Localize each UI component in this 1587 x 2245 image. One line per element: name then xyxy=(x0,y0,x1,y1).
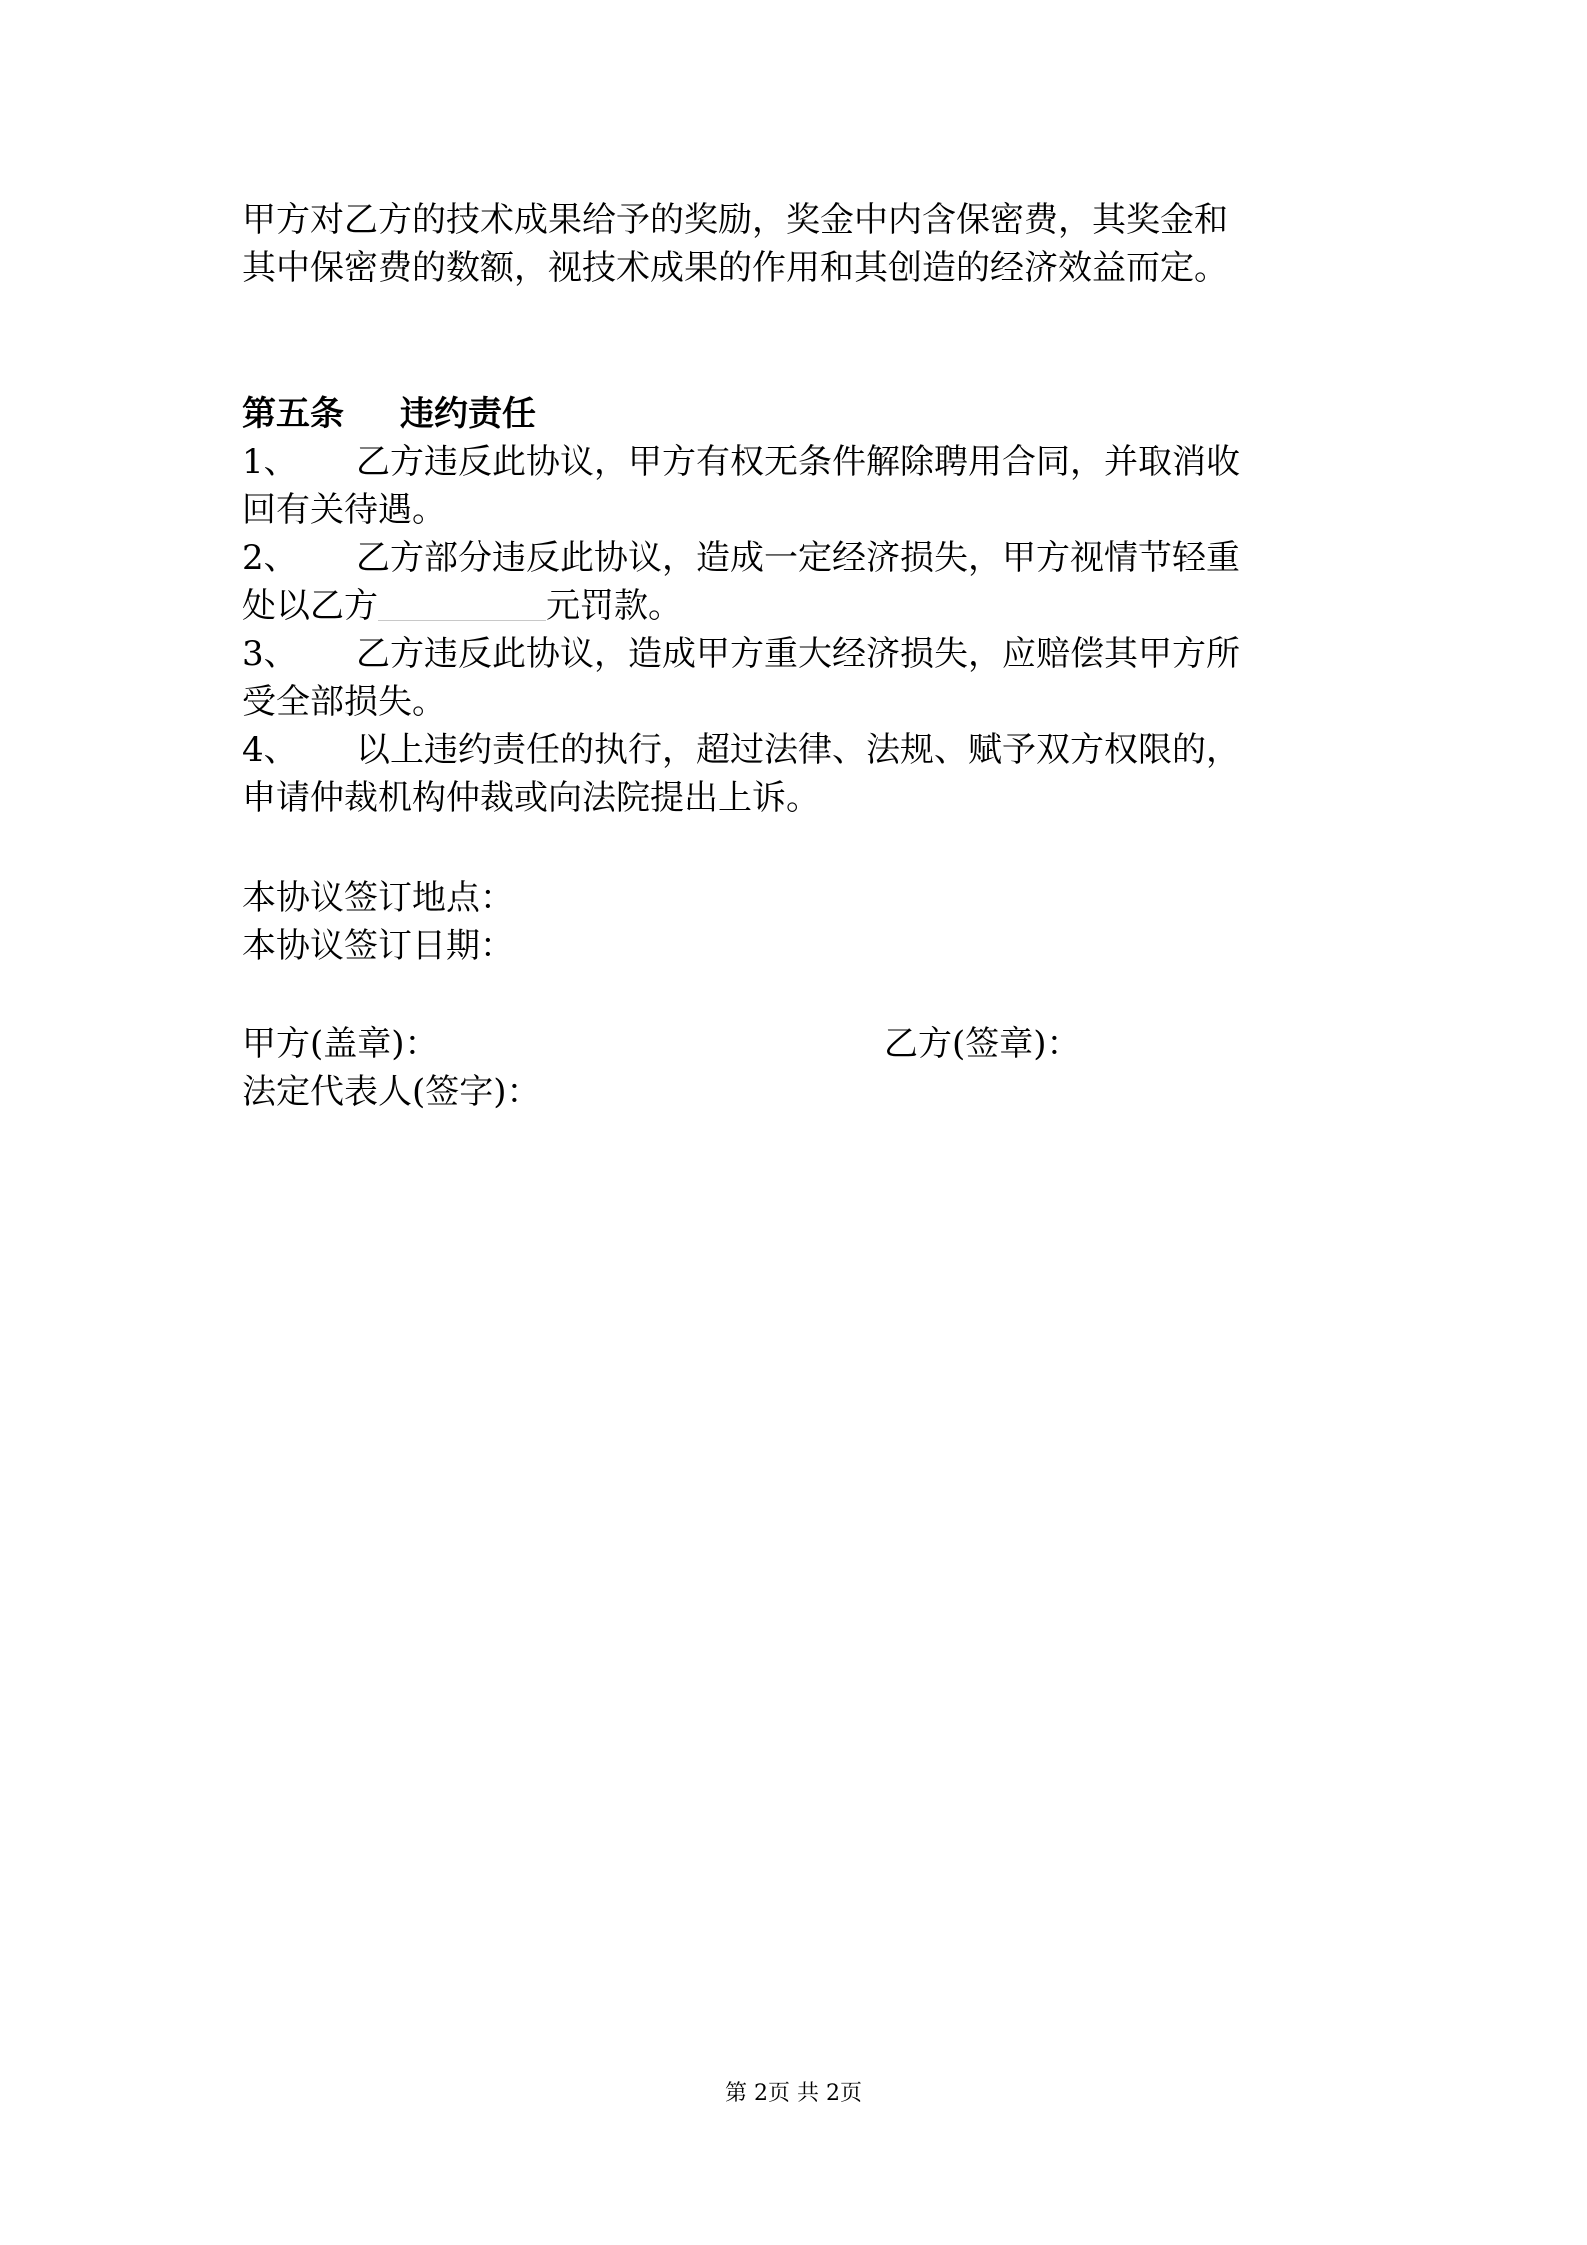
signature-section xyxy=(242,1020,1342,1116)
party-b-signature-label: 乙方(签章)： xyxy=(884,1024,1081,1064)
signing-place-label: 本协议签订地点： xyxy=(242,878,514,918)
clause-text: 元罚款。 xyxy=(546,586,682,626)
party-a-seal-label: 甲方(盖章)： xyxy=(242,1024,439,1064)
clause-text: 受全部损失。 xyxy=(242,682,446,722)
signing-details xyxy=(242,874,1342,970)
signing-date-label: 本协议签订日期： xyxy=(242,926,514,966)
clause-item xyxy=(242,630,1342,726)
clause-text: 申请仲裁机构仲裁或向法院提出上诉。 xyxy=(242,778,820,818)
page-number: 第 2页 共 2页 xyxy=(725,2081,862,2106)
penalty-amount-blank[interactable] xyxy=(378,584,546,621)
clause-number: 3、 xyxy=(242,634,298,674)
clause-text: 乙方违反此协议，造成甲方重大经济损失，应赔偿其甲方所 xyxy=(356,634,1240,674)
article-title: 违约责任 xyxy=(400,394,536,434)
legal-representative-label: 法定代表人(签字)： xyxy=(242,1072,541,1112)
clause-text: 乙方部分违反此协议，造成一定经济损失，甲方视情节轻重 xyxy=(356,538,1240,578)
clause-item xyxy=(242,726,1342,822)
clause-number: 1、 xyxy=(242,442,298,482)
clause-number: 2、 xyxy=(242,538,298,578)
article-number: 第五条 xyxy=(242,394,344,434)
clause-number: 4、 xyxy=(242,730,298,770)
intro-paragraph xyxy=(242,196,1342,292)
intro-line: 其中保密费的数额，视技术成果的作用和其创造的经济效益而定。 xyxy=(242,248,1228,288)
clause-text: 乙方违反此协议，甲方有权无条件解除聘用合同，并取消收 xyxy=(356,442,1240,482)
intro-line: 甲方对乙方的技术成果给予的奖励，奖金中内含保密费，其奖金和 xyxy=(242,200,1228,240)
clause-text: 处以乙方 xyxy=(242,586,378,626)
clause-list xyxy=(242,438,1342,822)
clause-text: 回有关待遇。 xyxy=(242,490,446,530)
clause-item xyxy=(242,534,1342,630)
article-heading xyxy=(242,390,1342,438)
clause-text: 以上违约责任的执行，超过法律、法规、赋予双方权限的， xyxy=(356,730,1240,770)
clause-item xyxy=(242,438,1342,534)
